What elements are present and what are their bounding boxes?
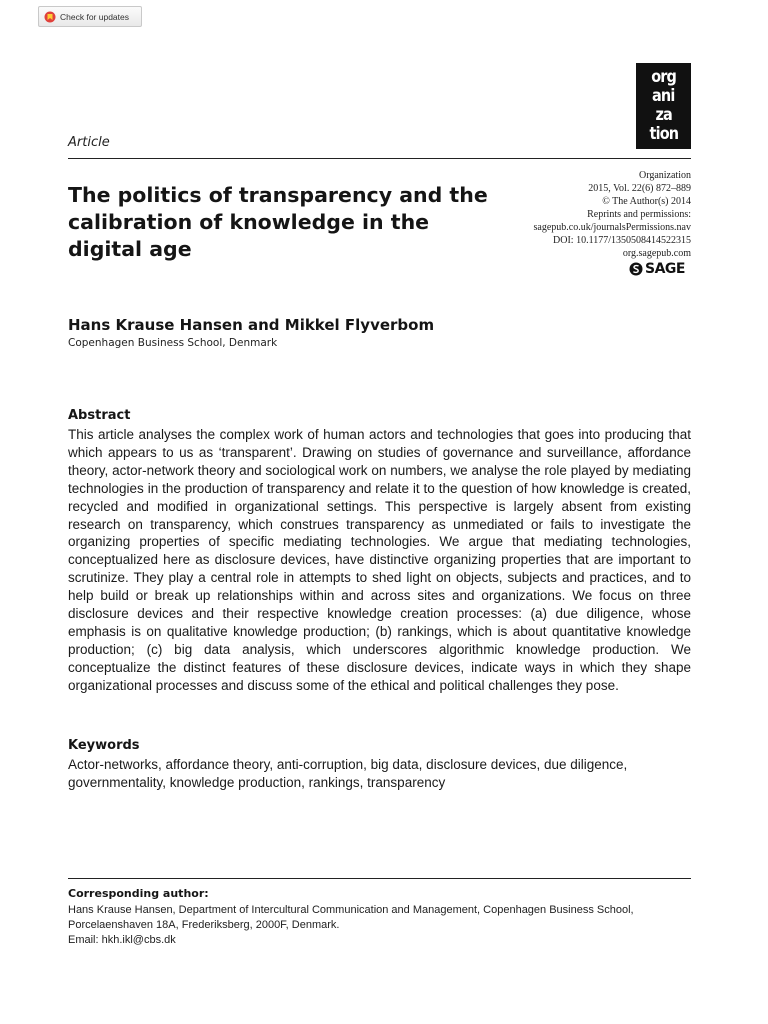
reprints-link[interactable]: sagepub.co.uk/journalsPermissions.nav [533,222,691,233]
corresponding-author-line: Hans Krause Hansen, Department of Intercultural Communication and Management, Copenhagen Business School, [68,904,634,916]
crossmark-icon [44,11,56,23]
reprints-label: Reprints and permissions: [587,209,691,220]
article-title: The politics of transparency and the calibration of knowledge in the digital age [68,183,488,261]
journal-name: Organization [638,170,691,181]
corresponding-author-address: Porcelaenshaven 18A, Frederiksberg, 2000F, Denmark. [68,919,340,931]
keywords-heading: Keywords [68,738,140,753]
journal-logo [636,63,691,149]
sage-emblem-icon [629,262,643,276]
keywords-text: Actor-networks, affordance theory, anti-corruption, big data, disclosure devices, due diligence, governmentality, knowledge production, rankings, transparency [68,757,628,790]
logo-line: ani [652,86,675,106]
abstract-heading: Abstract [68,408,131,423]
publisher-logo [629,261,685,277]
corresponding-author-heading: Corresponding author: [68,887,209,900]
abstract-text: This article analyses the complex work of human actors and technologies that goes into producing that which appears to us as ‘transparent’. Drawing on studies of governance and surveillance, affordance theory, actor-network theory and sociological work on numbers, we analyse the role played by mediating technologies in the production of transparency and relate it to the question of how knowledge is created, recycled and modified in organizational settings. This perspective is largely absent from existing research on transparency, which construes transparency as unmediated or fails to investigate the organizing properties of specific mediating technologies. We argue that mediating technologies, conceptualized here as disclosure devices, have distinctive organizing properties that are important to scrutinize. They play a central role in attempts to shed light on objects, subjects and practices, and to help build or break up relationships within and across sites and organizations. We focus on three disclosure devices and their respective knowledge creation processes: (a) due diligence, whose emphasis is on qualitative knowledge production; (b) rankings, which is about quantitative knowledge production; (c) big data analysis, which underscores algorithmic knowledge production. We conceptualize the distinct features of these disclosure devices, indicate ways in which they shape organizational processes and discuss some of the ethical and political challenges they pose. [68,427,691,693]
doi[interactable]: DOI: 10.1177/1350508414522315 [553,235,691,246]
author-names: Hans Krause Hansen and Mikkel Flyverbom [68,316,435,334]
check-for-updates-label: Check for updates [60,11,129,22]
journal-metadata [534,169,691,260]
publisher-name: SAGE [645,261,685,277]
journal-site-link[interactable]: org.sagepub.com [622,248,691,259]
corresponding-author-email[interactable]: Email: hkh.ikl@cbs.dk [68,934,176,946]
header-divider [68,158,691,159]
logo-line: za [655,105,672,125]
logo-line: org [651,67,676,87]
journal-volume: 2015, Vol. 22(6) 872–889 [588,183,691,194]
copyright-notice: © The Author(s) 2014 [602,196,691,207]
article-type-label: Article [68,135,110,150]
check-for-updates-button[interactable] [38,6,142,27]
author-affiliation: Copenhagen Business School, Denmark [68,337,278,349]
corresponding-author-details [68,903,691,948]
logo-line: tion [649,124,678,144]
footnote-divider [68,878,691,879]
